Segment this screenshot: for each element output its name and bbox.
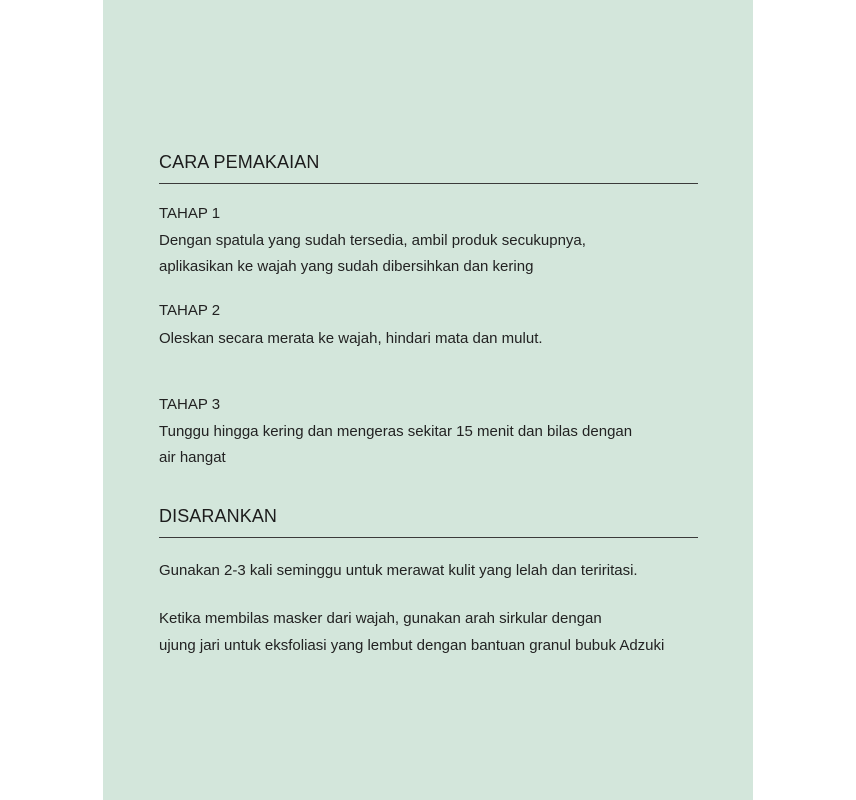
recommendation-2-line-1: Ketika membilas masker dari wajah, gunakan arah sirkular dengan <box>159 610 602 627</box>
step-1-line-1: Dengan spatula yang sudah tersedia, ambil produk secukupnya, <box>159 232 586 249</box>
step-3-line-2: air hangat <box>159 449 226 466</box>
recommended-section-divider <box>159 537 698 538</box>
recommendation-1 <box>159 558 638 584</box>
step-3-label: TAHAP 3 <box>159 396 221 413</box>
recommended-section-title: DISARANKAN <box>159 506 278 526</box>
recommendation-1-line-1: Gunakan 2-3 kali seminggu untuk merawat kulit yang lelah dan teriritasi. <box>159 562 638 579</box>
step-3-description <box>159 419 632 471</box>
step-1-description <box>159 228 586 280</box>
step-3-line-1: Tunggu hingga kering dan mengeras sekitar 15 menit dan bilas dengan <box>159 423 633 440</box>
usage-section-title: CARA PEMAKAIAN <box>159 152 320 172</box>
step-2-description <box>159 326 543 352</box>
step-1-label: TAHAP 1 <box>159 205 221 222</box>
usage-section-divider <box>159 183 698 184</box>
step-1-line-2: aplikasikan ke wajah yang sudah dibersihkan dan kering <box>159 258 534 275</box>
recommendation-2-line-2: ujung jari untuk eksfoliasi yang lembut dengan bantuan granul bubuk Adzuki <box>159 637 665 654</box>
recommendation-2 <box>159 605 664 659</box>
step-2-label: TAHAP 2 <box>159 302 221 319</box>
step-2-line-1: Oleskan secara merata ke wajah, hindari mata dan mulut. <box>159 330 543 347</box>
